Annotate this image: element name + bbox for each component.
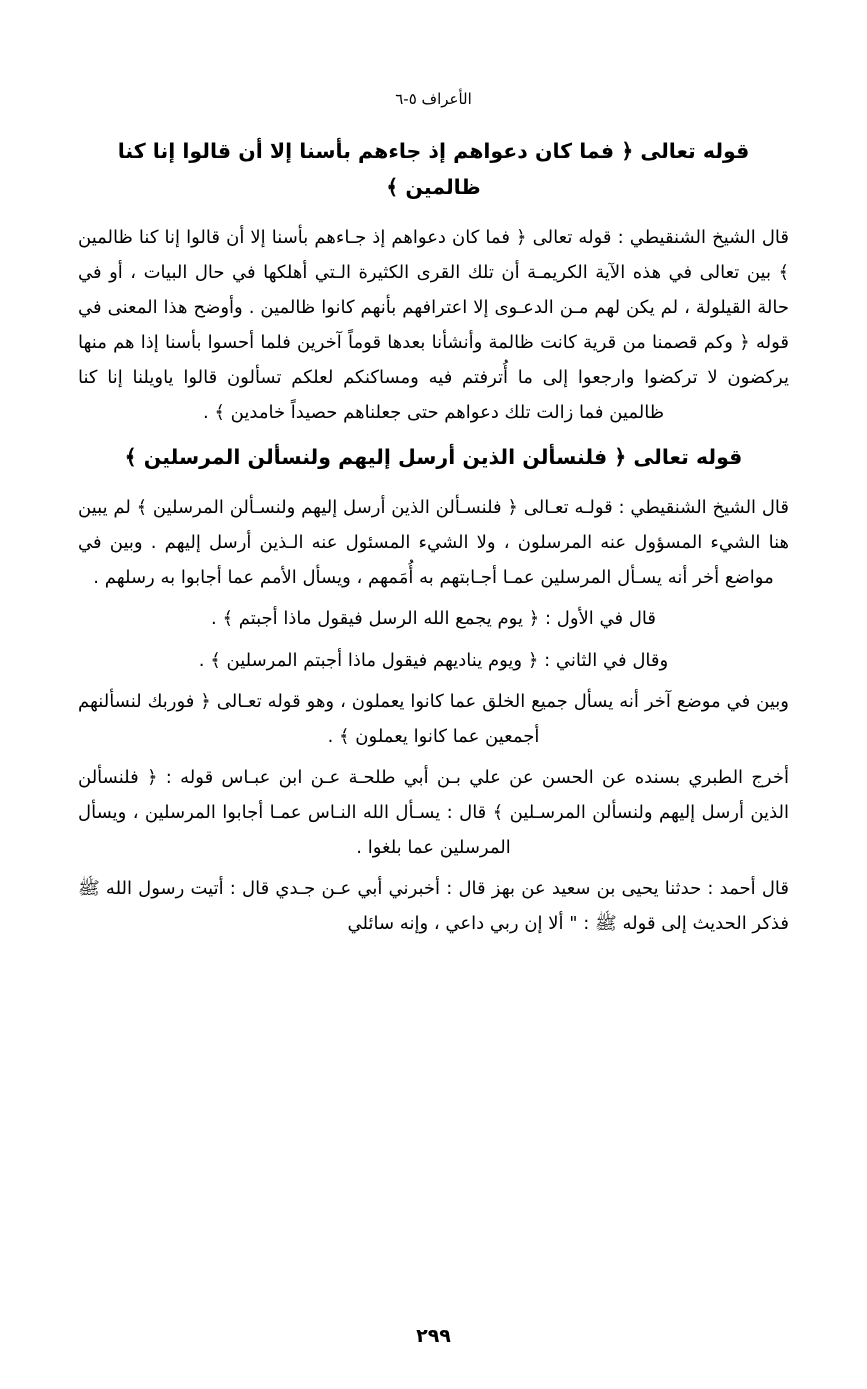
paragraph-2-5: أخرج الطبري بسنده عن الحسن عن علي بـن أبي طلحـة عـن ابن عبـاس قوله : ﴿ فلنسألن الذين أرسل إليهم ولنسألن المرسـلين ﴾ قال : يسـأل الله النـاس عمـا أجابوا المرسلين ، ويسأل المرسلين عما بلغوا .	[78, 766, 789, 859]
page-number: ٢٩٩	[416, 1325, 451, 1347]
paragraph-2-6: قال أحمد : حدثنا يحيى بن سعيد عن بهز قال : أخبرني أبي عـن جـدي قال : أتيت رسول الله ﷺ فذكر الحديث إلى قوله ﷺ : " ألا إن ربي داعي ، وإنه سائلي	[78, 878, 789, 935]
paragraph-2-4: وبين في موضع آخر أنه يسأل جميع الخلق عما كانوا يعملون ، وهو قوله تعـالى ﴿ فوربك لنسألنهم أجمعين عما كانوا يعملون ﴾ .	[78, 690, 789, 747]
section-heading-1: قوله تعالى ﴿ فما كان دعواهم إذ جاءهم بأسنا إلا أن قالوا إنا كنا ظالمين ﴾	[117, 139, 750, 199]
section-heading-2: قوله تعالى ﴿ فلنسألن الذين أرسل إليهم ولنسألن المرسلين ﴾	[124, 445, 743, 470]
paragraph-2-2: قال في الأول : ﴿ يوم يجمع الله الرسل فيقول ماذا أجبتم ﴾ .	[211, 608, 656, 630]
paragraph-2-3: وقال في الثاني : ﴿ ويوم يناديهم فيقول ماذا أجبتم المرسلين ﴾ .	[198, 649, 669, 671]
paragraph-1-1: قال الشيخ الشنقيطي : قوله تعالى ﴿ فما كان دعواهم إذ جـاءهم بأسنا إلا أن قالوا إنا كنا ظالمين ﴾ بين تعالى في هذه الآية الكريمـة أن تلك القرى الكثيرة الـتي أهلكها في حال البيات ، أو في حالة القيلولة ، لم يكن لهم مـن الدعـوى إلا اعترافهم بأنهم كانوا ظالمين . وأوضح هذا المعنى في قوله ﴿ وكم قصمنا من قرية كانت ظالمة وأنشأنا بعدها قوماً آخرين فلما أحسوا بأسنا إذا هم منها يركضون لا تركضوا وارجعوا إلى ما أُترفتم فيه ومساكنكم لعلكم تسألون قالوا ياويلنا إنا كنا ظالمين فما زالت تلك دعواهم حتى جعلناهم حصيداً خامدين ﴾ .	[78, 226, 789, 424]
paragraph-2-1: قال الشيخ الشنقيطي : قولـه تعـالى ﴿ فلنسـألن الذين أرسل إليهم ولنسـألن المرسلين ﴾ لم يبين هنا الشيء المسؤول عنه المرسلون ، ولا الشيء المسئول عنه الـذين أرسل إليهم . وبين في مواضع أخر أنه يسـأل المرسلين عمـا أجـابتهم به أُمَمهم ، ويسأل الأمم عما أجابوا به رسلهم .	[78, 497, 789, 589]
running-head: الأعراف ٥-٦	[395, 90, 472, 108]
